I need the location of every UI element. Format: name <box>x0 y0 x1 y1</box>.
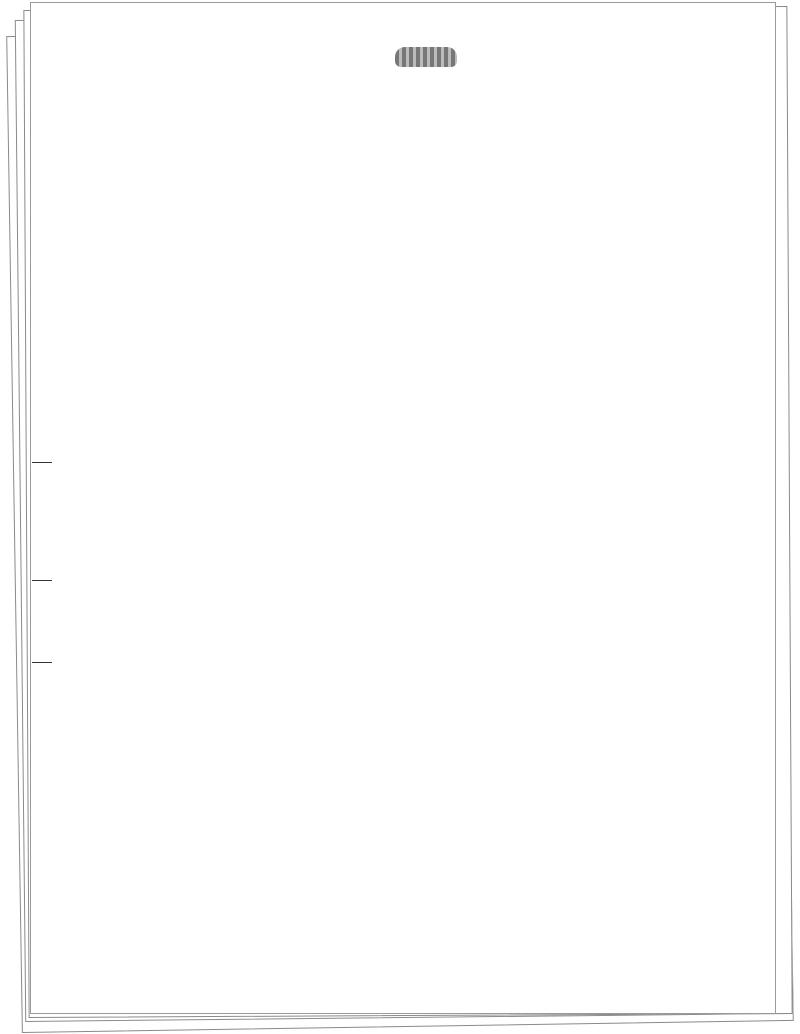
right-column-toc <box>653 143 775 963</box>
header-ornament <box>395 47 457 67</box>
gutter-rule-top <box>32 462 52 463</box>
gutter-rule-bottom <box>32 662 52 663</box>
series-header <box>279 43 569 71</box>
gutter-rule-middle <box>32 580 52 581</box>
book-page <box>30 2 776 1014</box>
